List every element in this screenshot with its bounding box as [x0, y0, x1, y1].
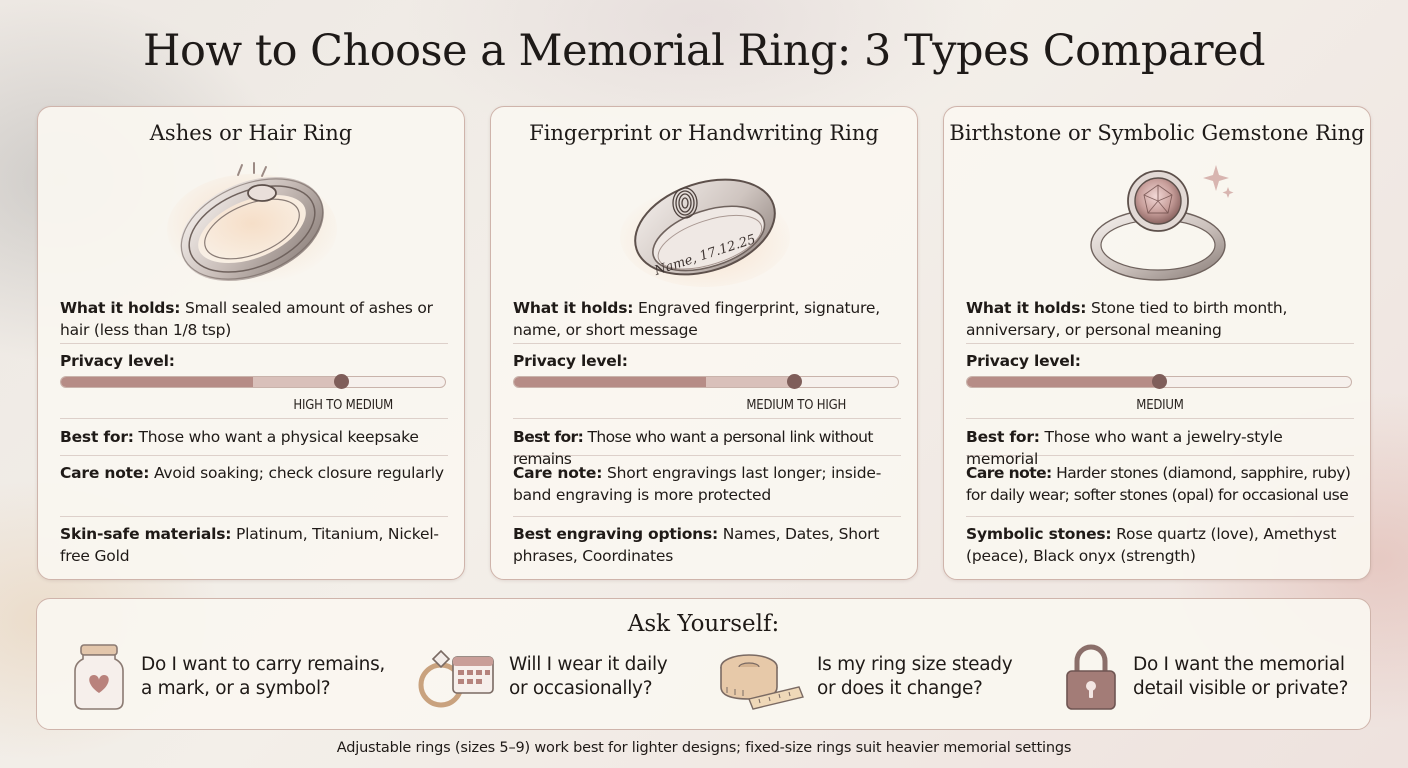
privacy-bar — [60, 376, 446, 388]
care-value: Avoid soaking; check closure regularly — [153, 464, 444, 482]
card-fingerprint-ring — [490, 106, 918, 580]
care-label: Care note: — [966, 464, 1052, 482]
care-label: Care note: — [513, 464, 603, 482]
card-title: Birthstone or Symbolic Gemstone Ring — [949, 121, 1365, 145]
privacy-knob — [1152, 374, 1167, 389]
best-label: Best for: — [966, 428, 1040, 446]
ring-calendar-icon — [415, 643, 501, 713]
best-value: Those who want a personal link without remains — [513, 428, 873, 468]
question-text: Do I want the memorial detail visible or private? — [1133, 654, 1349, 699]
card-title: Ashes or Hair Ring — [149, 121, 353, 145]
best-row — [513, 419, 901, 468]
holds-row — [513, 295, 901, 343]
page-title: How to Choose a Memorial Ring: 3 Types Compared — [142, 26, 1266, 76]
privacy-value: HIGH TO MEDIUM — [293, 398, 394, 413]
privacy-knob — [787, 374, 802, 389]
engraving-text: Name, 17.12.25 — [652, 232, 758, 279]
privacy-knob — [334, 374, 349, 389]
ask-yourself-panel — [36, 598, 1371, 730]
symbolic-stones-label: Symbolic stones: — [966, 525, 1112, 543]
symbolic-stones-row — [966, 517, 1354, 567]
gemstone-ring-icon — [1058, 157, 1258, 287]
care-row — [60, 456, 448, 516]
care-value: Harder stones (diamond, sapphire, ruby) for daily wear; softer stones (opal) for occasional use — [966, 464, 1351, 504]
engraving-options-label: Best engraving options: — [513, 525, 719, 543]
care-label: Care note: — [60, 464, 150, 482]
best-value: Those who want a physical keepsake — [138, 428, 419, 446]
holds-label: What it holds: — [966, 299, 1087, 317]
card-title: Fingerprint or Handwriting Ring — [529, 121, 879, 145]
card-ashes-ring — [37, 106, 465, 580]
privacy-value: MEDIUM — [1136, 398, 1184, 413]
measuring-tape-icon — [719, 643, 809, 713]
holds-value: Stone tied to birth month, anniversary, or personal meaning — [966, 299, 1288, 339]
holds-row — [60, 295, 448, 343]
holds-label: What it holds: — [60, 299, 181, 317]
materials-row — [60, 517, 448, 567]
card-gemstone-ring — [943, 106, 1371, 580]
question-text: Do I want to carry remains, a mark, or a symbol? — [141, 654, 386, 699]
holds-row — [966, 295, 1354, 343]
privacy-value: MEDIUM TO HIGH — [746, 398, 847, 413]
question-text: Is my ring size steady or does it change? — [817, 654, 1013, 699]
care-value: Short engravings last longer; inside-band engraving is more protected — [513, 464, 882, 504]
privacy-label: Privacy level: — [60, 352, 175, 370]
materials-value: Platinum, Titanium, Nickel-free Gold — [60, 525, 439, 565]
materials-label: Skin-safe materials: — [60, 525, 232, 543]
ask-title: Ask Yourself: — [627, 611, 780, 637]
fingerprint-ring-icon — [605, 157, 805, 287]
heart-jar-icon — [71, 643, 127, 713]
best-label: Best for: — [60, 428, 134, 446]
question-text: Will I wear it daily or occasionally? — [509, 654, 668, 699]
holds-value: Engraved fingerprint, signature, name, or short message — [513, 299, 880, 339]
footnote: Adjustable rings (sizes 5–9) work best for lighter designs; fixed-size rings suit heavier memorial settings — [336, 740, 1072, 756]
privacy-label: Privacy level: — [513, 352, 628, 370]
privacy-label: Privacy level: — [966, 352, 1081, 370]
best-row — [966, 419, 1354, 468]
care-row — [513, 456, 901, 516]
privacy-bar — [966, 376, 1352, 388]
holds-label: What it holds: — [513, 299, 634, 317]
engraving-options-value: Names, Dates, Short phrases, Coordinates — [513, 525, 880, 565]
ashes-ring-icon — [152, 157, 352, 287]
privacy-row — [60, 344, 448, 418]
symbolic-stones-value: Rose quartz (love), Amethyst (peace), Black onyx (strength) — [966, 525, 1337, 565]
privacy-row — [513, 344, 901, 418]
privacy-bar — [513, 376, 899, 388]
care-row — [966, 456, 1354, 516]
lock-icon — [1061, 643, 1121, 713]
best-value: Those who want a jewelry-style memorial — [966, 428, 1283, 468]
best-label: Best for: — [513, 428, 584, 446]
privacy-row — [966, 344, 1354, 418]
engraving-options-row — [513, 517, 901, 567]
holds-value: Small sealed amount of ashes or hair (less than 1/8 tsp) — [60, 299, 433, 339]
best-row — [60, 419, 448, 455]
